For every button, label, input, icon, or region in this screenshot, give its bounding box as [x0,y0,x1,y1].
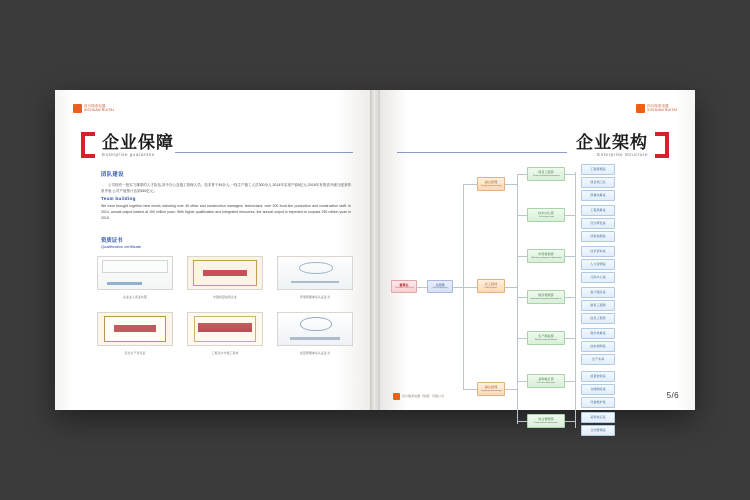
org-node-label-en: Manufacturing department [534,338,558,341]
org-node-label-cn: 仓储物流室 [590,386,606,391]
org-node-label-cn: 市场营销部 [538,252,554,257]
org-node-label-cn: 项目工程部 [538,170,554,175]
bracket-right-icon [653,132,669,158]
org-node-label-en: Marketing management department [530,256,562,259]
org-node-leaf [581,371,615,382]
brochure-right-page [375,90,695,432]
org-link [565,421,575,422]
certificate-item [97,312,173,354]
page-number: 5/6 [666,391,679,400]
certificate-image [187,312,263,346]
org-link [517,381,527,382]
logo-mark-icon [73,104,82,113]
logo-text-cn: 四川瑞泰电器 [647,103,669,108]
org-link [463,389,477,390]
org-node-label-en: General manager [432,287,448,289]
org-link [417,287,427,288]
org-node-label-cn: 合同管理室 [590,427,606,432]
org-node-label-cn: 信息工程部 [590,315,606,320]
certificate-head-cn: 资质证书 [101,238,123,244]
org-node-label-en: Deputy general manager [480,389,502,392]
org-node-label-en: Chairman of the board [394,287,414,289]
org-link [517,215,527,216]
left-page-title [81,132,174,158]
org-node-label-en: Chief engineer [484,286,498,289]
logo-text [647,105,677,113]
org-node-label-cn: 行政办公室 [590,274,606,279]
org-node-label-cn: 财务核算室 [590,330,606,335]
org-node-group [527,290,565,304]
certificate-image [97,256,173,290]
logo-text-en: SICHUAN RUITAI [647,107,677,112]
org-node-label-cn: 董事长 [399,282,409,287]
org-link [517,174,518,424]
org-node-label-cn: 采购供应室 [590,414,606,419]
certificate-item [187,256,263,298]
org-node-label-cn: 总工程师 [484,282,498,287]
certificate-caption: 安全生产许可证 [124,351,146,355]
org-node-group [527,331,565,345]
org-node-group [527,249,565,263]
org-link [565,215,575,216]
org-node-branch1 [477,177,505,191]
org-node-leaf [581,164,615,175]
certificate-caption: 中国质量信用企业 [213,295,237,299]
org-node-label-en: Comprehensive department [534,421,558,424]
org-node-leaf [581,313,615,324]
org-link [505,184,517,185]
certificate-grid [97,256,353,354]
certificate-caption: 工程设计与施工资质 [211,351,239,355]
org-node-leaf [581,246,615,257]
org-node-group [527,414,565,428]
org-node-label-cn: 人力资源室 [590,261,606,266]
org-node-label-cn: 采购供应部 [538,377,554,382]
logo-mark-icon [393,393,400,400]
org-node-label-cn: 工程预算室 [590,207,606,212]
logo-text-en: SICHUAN RUITAI [84,107,114,112]
certificate-head-en: Qualification certificate [101,244,142,249]
org-node-branch2 [477,279,505,293]
org-link [463,184,477,185]
org-link [517,256,527,257]
org-node-label-cn: 销售工程师 [590,302,606,307]
org-node-label-en: Deputy general manager [480,184,502,187]
team-building-head-en: Team building [101,196,136,201]
left-title-cn: 企业保障 [102,133,174,153]
logo-mark-icon [636,104,645,113]
org-link [505,389,517,390]
org-node-label-cn: 生产制造部 [538,334,554,339]
org-node-label-cn: 客户服务室 [590,289,606,294]
team-building-body-cn: 公司现有一批实力雄厚的人才队伍,其中办公及施工管理人员、技术骨干49余人,一线生产施工人员300余人,2014年实现产值5亿元,2015年有资质升级与配套资质齐备,公司产值预计达到150亿元。 [101,183,351,194]
team-building-head-cn: 团队建设 [101,172,124,178]
left-title-en: Enterprise guarantee [102,152,155,158]
certificate-image [277,312,353,346]
org-node-label-cn: 技术资料室 [590,248,606,253]
org-node-leaf [581,272,615,283]
certificate-image [187,256,263,290]
bracket-left-icon [81,132,97,158]
org-node-label-cn: 综合管理部 [538,417,554,422]
footer-company-name: 四川瑞泰电器（集团）有限公司 [402,393,445,398]
org-node-leaf [581,177,615,188]
org-node-label-cn: 财务管理部 [538,293,554,298]
org-node-label-cn: 工程管理室 [590,166,606,171]
org-node-group [527,374,565,388]
org-node-leaf [581,231,615,242]
company-logo [636,104,677,113]
certificate-item [277,312,353,354]
team-building-body-en: We have brought together best minds including over 49 office and construction managers, technicians, over 300 front-line production and construction staff. In 2014, annual output totaled at 150 million yuan. With higher qualification and integrated resources, the annual output is expected to surpass 250 million yuan in 2015. [101,204,351,220]
brochure-left-page [55,90,375,410]
org-node-label-cn: 预算结算室 [590,192,606,197]
org-link [505,287,517,288]
org-node-leaf [581,341,615,352]
brochure-spread [55,90,695,432]
right-title-rule [397,152,567,153]
company-logo [73,104,114,113]
org-node-leaf [581,205,615,216]
org-node-label-cn: 生产车间 [591,356,605,361]
org-node-leaf [581,412,615,423]
org-node-label-cn: 总经理 [435,282,445,287]
org-node-gm [427,280,453,293]
org-link [565,381,575,382]
right-title-cn: 企业架构 [576,133,648,153]
org-node-label-en: Integrated management department [530,297,562,300]
org-node-leaf [581,354,615,365]
certificate-item [277,256,353,298]
org-node-leaf [581,287,615,298]
org-link [565,338,575,339]
logo-text-cn: 四川瑞泰电器 [84,103,106,108]
org-link [565,174,575,175]
org-node-label-cn: 质量检验室 [590,373,606,378]
org-node-leaf [581,218,615,229]
certificate-item [97,256,173,298]
org-node-label-cn: 技术中心部 [538,211,554,216]
org-link [453,287,463,288]
certificate-caption: 企业法人营业执照 [123,295,147,299]
org-link [575,172,576,428]
org-node-leaf [581,300,615,311]
org-node-label-cn: 项目施工队 [590,179,606,184]
right-page-footer [393,391,679,400]
logo-text [84,105,114,113]
certificate-caption: 环境管理体系认证证书 [300,295,330,299]
certificate-item [187,312,263,354]
org-node-leaf [581,190,615,201]
org-link [463,287,477,288]
org-node-root [391,280,417,293]
org-link [517,174,527,175]
footer-logo [393,393,444,400]
org-node-label-en: Purchase department [536,381,556,384]
left-title-rule [175,152,353,153]
right-page-title [576,132,669,158]
org-node-label-en: Technology center [538,215,554,218]
org-link [517,297,527,298]
org-node-label-cn: 副总经理 [484,180,498,185]
org-link [517,338,527,339]
org-node-group [527,167,565,181]
right-title-en: Enterprise Structure [597,152,648,158]
org-node-group [527,208,565,222]
org-link [565,297,575,298]
org-node-label-cn: 试验检测室 [590,233,606,238]
org-node-leaf [581,259,615,270]
certificate-image [277,256,353,290]
org-link [517,421,527,422]
org-link [565,256,575,257]
org-node-label-en: Project engineering department [532,174,560,177]
org-node-leaf [581,328,615,339]
org-node-label-cn: 成本控制室 [590,343,606,348]
org-node-label-cn: 设备维护室 [590,399,606,404]
org-node-label-cn: 副总经理 [484,385,498,390]
org-node-leaf [581,425,615,436]
org-node-label-cn: 设计研发室 [590,220,606,225]
certificate-image [97,312,173,346]
certificate-caption: 质量管理体系认证证书 [300,351,330,355]
